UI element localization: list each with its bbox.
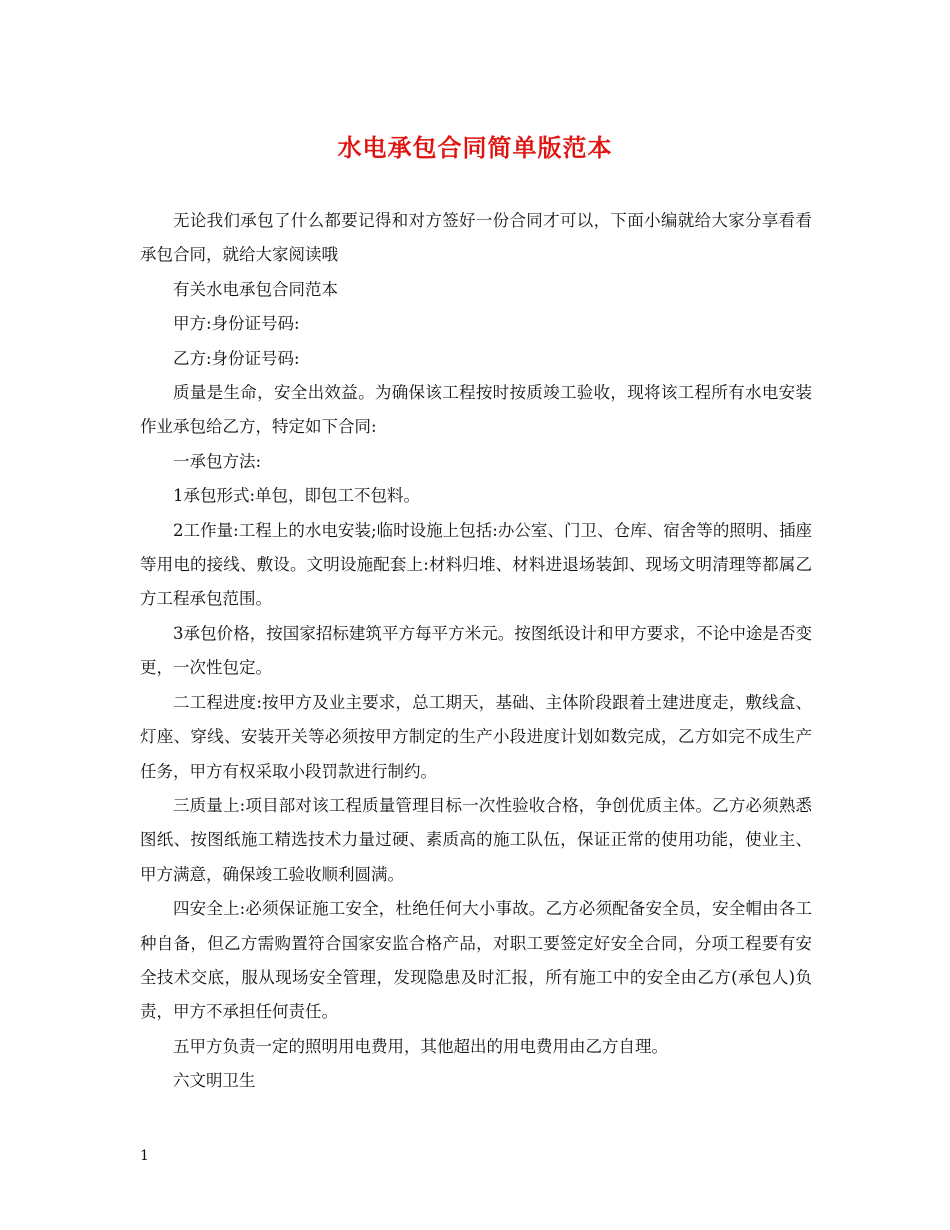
document-body — [140, 204, 812, 1099]
paragraph: 二工程进度:按甲方及业主要求，总工期天，基础、主体阶段跟着土建进度走，敷线盒、灯座、穿线、安装开关等必须按甲方制定的生产小段进度计划如数完成，乙方如完不成生产任务，甲方有权采取小段罚款进行制约。 — [140, 692, 812, 781]
paragraph: 一承包方法: — [173, 451, 262, 471]
paragraph: 有关水电承包合同范本 — [173, 279, 338, 299]
paragraph: 五甲方负责一定的照明用电费用，其他超出的用电费用由乙方自理。 — [173, 1036, 668, 1056]
paragraph: 乙方:身份证号码: — [173, 348, 300, 368]
paragraph: 3承包价格，按国家招标建筑平方每平方米元。按图纸设计和甲方要求，不论中途是否变更，一次性包定。 — [140, 623, 812, 678]
paragraph: 六文明卫生 — [173, 1071, 256, 1091]
paragraph: 四安全上:必须保证施工安全，杜绝任何大小事故。乙方必须配备安全员，安全帽由各工种自备，但乙方需购置符合国家安监合格产品，对职工要签定好安全合同，分项工程要有安全技术交底，服从现场安全管理，发现隐患及时汇报，所有施工中的安全由乙方(承包人)负责，甲方不承担任何责任。 — [140, 899, 812, 1022]
paragraph: 2工作量:工程上的水电安装;临时设施上包括:办公室、门卫、仓库、宿舍等的照明、插座等用电的接线、敷设。文明设施配套上:材料归堆、材料进退场装卸、现场文明清理等都属乙方工程承包范围。 — [140, 520, 812, 609]
document-title: 水电承包合同简单版范本 — [337, 133, 613, 162]
page-number: 1 — [140, 1148, 149, 1164]
paragraph: 质量是生命，安全出效益。为确保该工程按时按质竣工验收，现将该工程所有水电安装作业承包给乙方，特定如下合同: — [140, 383, 812, 437]
paragraph: 三质量上:项目部对该工程质量管理目标一次性验收合格，争创优质主体。乙方必须熟悉图纸、按图纸施工精选技术力量过硬、素质高的施工队伍，保证正常的使用功能，使业主、甲方满意，确保竣工验收顺利圆满。 — [140, 795, 812, 884]
paragraph: 1承包形式:单包，即包工不包料。 — [173, 486, 421, 506]
paragraph: 无论我们承包了什么都要记得和对方签好一份合同才可以，下面小编就给大家分享看看承包合同，就给大家阅读哦 — [140, 211, 812, 265]
paragraph: 甲方:身份证号码: — [173, 314, 300, 334]
